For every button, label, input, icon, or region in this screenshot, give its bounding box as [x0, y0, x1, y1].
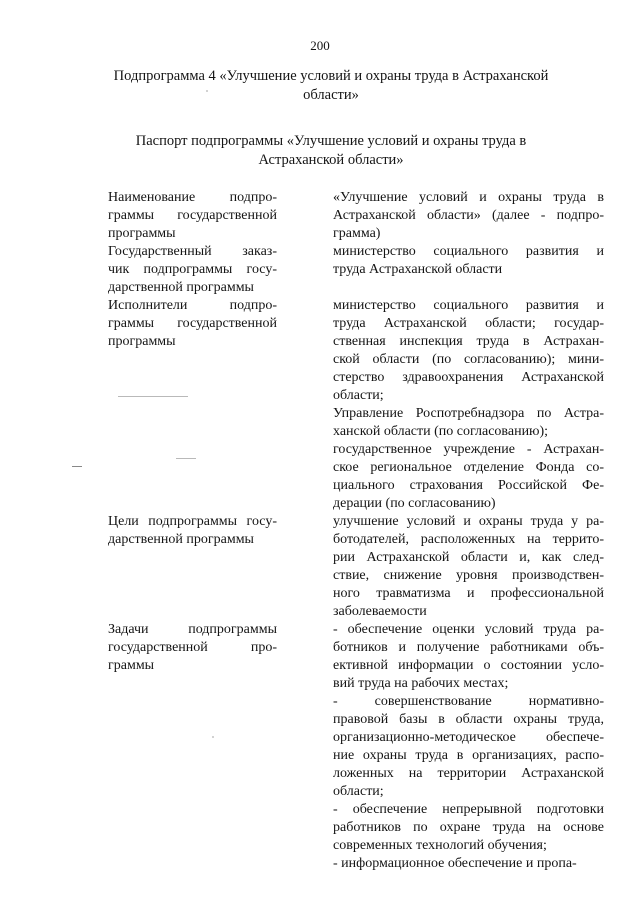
- scan-artifact: [118, 396, 188, 397]
- value-line: государственное учреждение - Астрахан-: [333, 442, 604, 457]
- value-line: ское региональное отделение Фонда со-: [333, 460, 604, 475]
- label-line: Задачи подпрограммы: [108, 622, 277, 637]
- value-line: труда Астраханской области; государ-: [333, 316, 604, 331]
- value-line: правовой базы в области охраны труда,: [333, 712, 604, 727]
- value-line: ской области (по согласованию); мини-: [333, 352, 604, 367]
- value-line: ние охраны труда в организациях, распо-: [333, 748, 604, 763]
- label-line: граммы государственной: [108, 316, 277, 331]
- label-line: Исполнители подпро-: [108, 298, 277, 313]
- value-line: труда Астраханской области: [333, 262, 503, 277]
- value-line: ботников и получение работниками объ-: [333, 640, 604, 655]
- value-line: - обеспечение оценки условий труда ра-: [333, 622, 604, 637]
- value-line: вий труда на рабочих местах;: [333, 676, 509, 691]
- passport-title: Паспорт подпрограммы «Улучшение условий и охраны труда в Астраханской области»: [135, 133, 527, 168]
- scan-artifact: [206, 90, 208, 92]
- value-line: грамма): [333, 226, 381, 241]
- value-line: ханской области (по согласованию);: [333, 424, 549, 439]
- label-line: государственной про-: [108, 640, 277, 655]
- value-line: - обеспечение непрерывной подготовки: [333, 802, 604, 817]
- scan-artifact: [72, 466, 82, 467]
- label-line: граммы: [108, 658, 155, 673]
- value-line: «Улучшение условий и охраны труда в: [333, 190, 604, 205]
- label-line: граммы государственной: [108, 208, 277, 223]
- page-number: 200: [310, 38, 330, 53]
- label-line: дарственной программы: [108, 280, 254, 295]
- value-line: ективной информации о состоянии усло-: [333, 658, 604, 673]
- subprogram-title: Подпрограмма 4 «Улучшение условий и охраны труда в Астраханской области»: [113, 68, 549, 103]
- value-line: ного травматизма и профессиональной: [333, 586, 604, 601]
- label-line: Цели подпрограммы госу-: [108, 514, 277, 529]
- value-line: стерство здравоохранения Астраханской: [333, 370, 604, 385]
- value-line: ботодателей, расположенных на террито-: [333, 532, 604, 547]
- value-line: - информационное обеспечение и пропа-: [333, 856, 577, 871]
- scan-artifact: [212, 736, 214, 738]
- label-line: чик подпрограммы госу-: [108, 262, 277, 277]
- scan-artifact: [176, 458, 196, 459]
- value-line: ствие, снижение уровня производствен-: [333, 568, 604, 583]
- value-line: Астраханской области» (далее - подпро-: [333, 208, 604, 223]
- value-line: циального страхования Российской Фе-: [333, 478, 604, 493]
- label-line: программы: [108, 226, 176, 241]
- label-line: дарственной программы: [108, 532, 254, 547]
- value-line: заболеваемости: [333, 604, 427, 619]
- label-line: программы: [108, 334, 176, 349]
- value-line: области;: [333, 388, 384, 403]
- label-line: Наименование подпро-: [108, 190, 277, 205]
- value-line: рии Астраханской области и, как след-: [333, 550, 604, 565]
- value-line: министерство социального развития и: [333, 298, 604, 313]
- value-line: - совершенствование нормативно-: [333, 694, 604, 709]
- value-line: Управление Роспотребнадзора по Астра-: [333, 406, 604, 421]
- value-line: министерство социального развития и: [333, 244, 604, 259]
- value-line: области;: [333, 784, 384, 799]
- value-line: дерации (по согласованию): [333, 496, 496, 511]
- value-line: ственная инспекция труда в Астрахан-: [333, 334, 604, 349]
- value-line: современных технологий обучения;: [333, 838, 547, 853]
- value-line: организационно-методическое обеспече-: [333, 730, 604, 745]
- value-line: улучшение условий и охраны труда у ра-: [333, 514, 604, 529]
- label-line: Государственный заказ-: [108, 244, 277, 259]
- value-line: работников по охране труда на основе: [333, 820, 604, 835]
- value-line: ложенных на территории Астраханской: [333, 766, 604, 781]
